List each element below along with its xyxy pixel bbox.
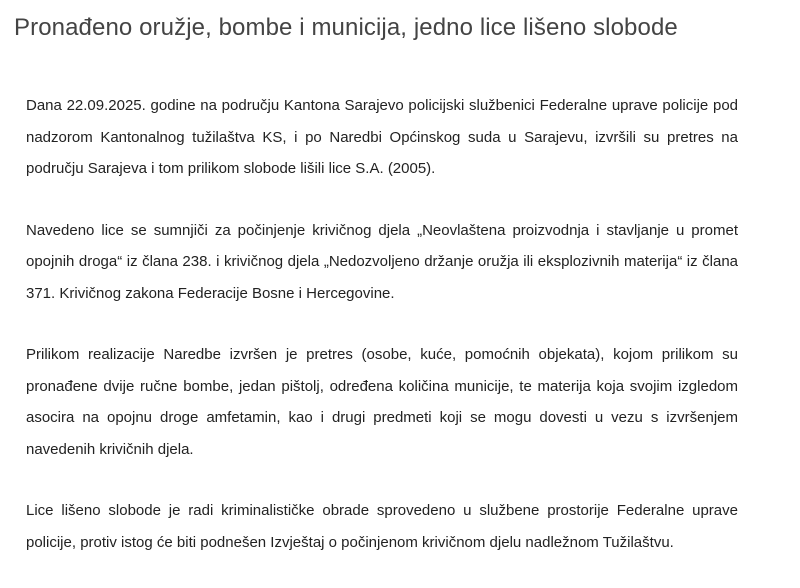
article-paragraph-1: Dana 22.09.2025. godine na području Kantona Sarajevo policijski službenici Federalne uprave policije pod nadzorom Kantonalnog tužilaštva KS, i po Naredbi Općinskog suda u Sarajevu, izvršili su pretres na području Sarajeva i tom prilikom slobode lišili lice S.A. (2005). bbox=[26, 97, 738, 177]
article-paragraph-3: Prilikom realizacije Naredbe izvršen je pretres (osobe, kuće, pomoćnih objekata), kojom prilikom su pronađene dvije ručne bombe, jedan pištolj, određena količina municije, te materija koja svojim izgledom asocira na opojnu droge amfetamin, kao i drugi predmeti koji se mogu dovesti u vezu s izvršenjem navedenih krivičnih djela. bbox=[26, 346, 738, 458]
article-body bbox=[26, 90, 738, 588]
article-title: Pronađeno oružje, bombe i municija, jedno lice lišeno slobode bbox=[14, 14, 678, 41]
article-paragraph-4: Lice lišeno slobode je radi kriminalističke obrade sprovedeno u službene prostorije Federalne uprave policije, protiv istog će biti podnešen Izvještaj o počinjenom krivičnom djelu nadležnom Tužilaštvu. bbox=[26, 502, 738, 551]
article-paragraph-2: Navedeno lice se sumnjiči za počinjenje krivičnog djela „Neovlaštena proizvodnja i stavljanje u promet opojnih droga“ iz člana 238. i krivičnog djela „Nedozvoljeno držanje oružja ili eksplozivnih materija“ iz člana 371. Krivičnog zakona Federacije Bosne i Hercegovine. bbox=[26, 221, 738, 302]
